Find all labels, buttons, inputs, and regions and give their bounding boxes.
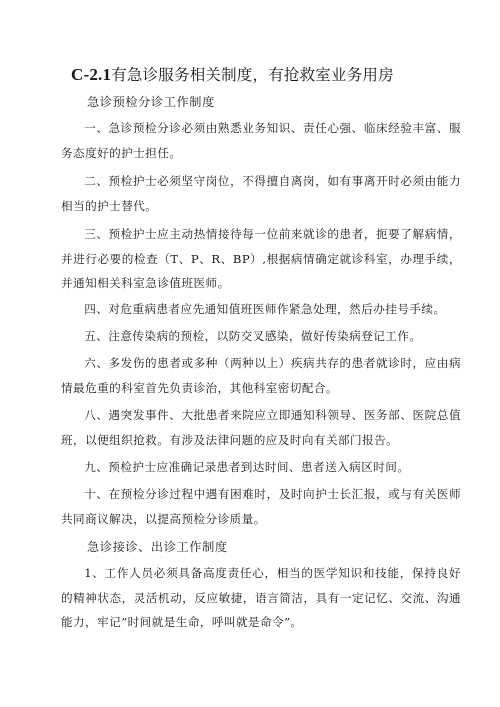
section-code: C-2.1 [71,65,112,84]
paragraph-item-2: 二、预检护士必须坚守岗位，不得擅自离岗，如有事离开时必须由能力相当的护士替代。 [61,174,461,213]
paragraph-item-5: 五、注意传染病的预检，以防交叉感染，做好传染病登记工作。 [84,329,422,343]
title-text: 有急诊服务相关制度，有抢救室业务用房 [111,66,394,84]
paragraph-item-1: 一、急诊预检分诊必须由熟悉业务知识、责任心强、临床经验丰富、服务态度好的护士担任。 [61,121,461,160]
paragraph-item-6: 六、多发伤的患者或多种（两种以上）疾病共存的患者就诊时，应由病情最危重的科室首先负责诊治，其他科室密切配合。 [61,356,461,395]
paragraph-item-3: 三、预检护士应主动热情接待每一位前来就诊的患者，扼要了解病情，并进行必要的检查（T、P、R、BP）,根据病情确定就诊科室，办理手续，并通知相关科室急诊值班医师。 [61,227,461,290]
paragraph-item-4: 四、对危重病患者应先通知值班医师作紧急处理，然后办挂号手续。 [84,302,446,316]
document-title [71,64,394,86]
paragraph-item-8: 八、遇突发事件、大批患者来院应立即通知科领导、医务部、医院总值班，以便组织抢救。有涉及法律问题的应及时向有关部门报告。 [61,408,461,447]
paragraph-item-10: 十、在预检分诊过程中遇有困难时，及时向护士长汇报，或与有关医师共同商议解决，以提高预检分诊质量。 [61,487,461,526]
section-heading-reception: 急诊接诊、出诊工作制度 [87,540,228,554]
paragraph-reception-1: 1、工作人员必须具备高度责任心，相当的医学知识和技能，保持良好的精神状态，灵活机动，反应敏捷，语言简洁，具有一定记忆、交流、沟通能力，牢记”时间就是生命，呼叫就是命令”。 [61,566,461,629]
section-heading-triage: 急诊预检分诊工作制度 [87,95,215,109]
paragraph-item-9: 九、预检护士应准确记录患者到达时间、患者送入病区时间。 [84,460,410,474]
